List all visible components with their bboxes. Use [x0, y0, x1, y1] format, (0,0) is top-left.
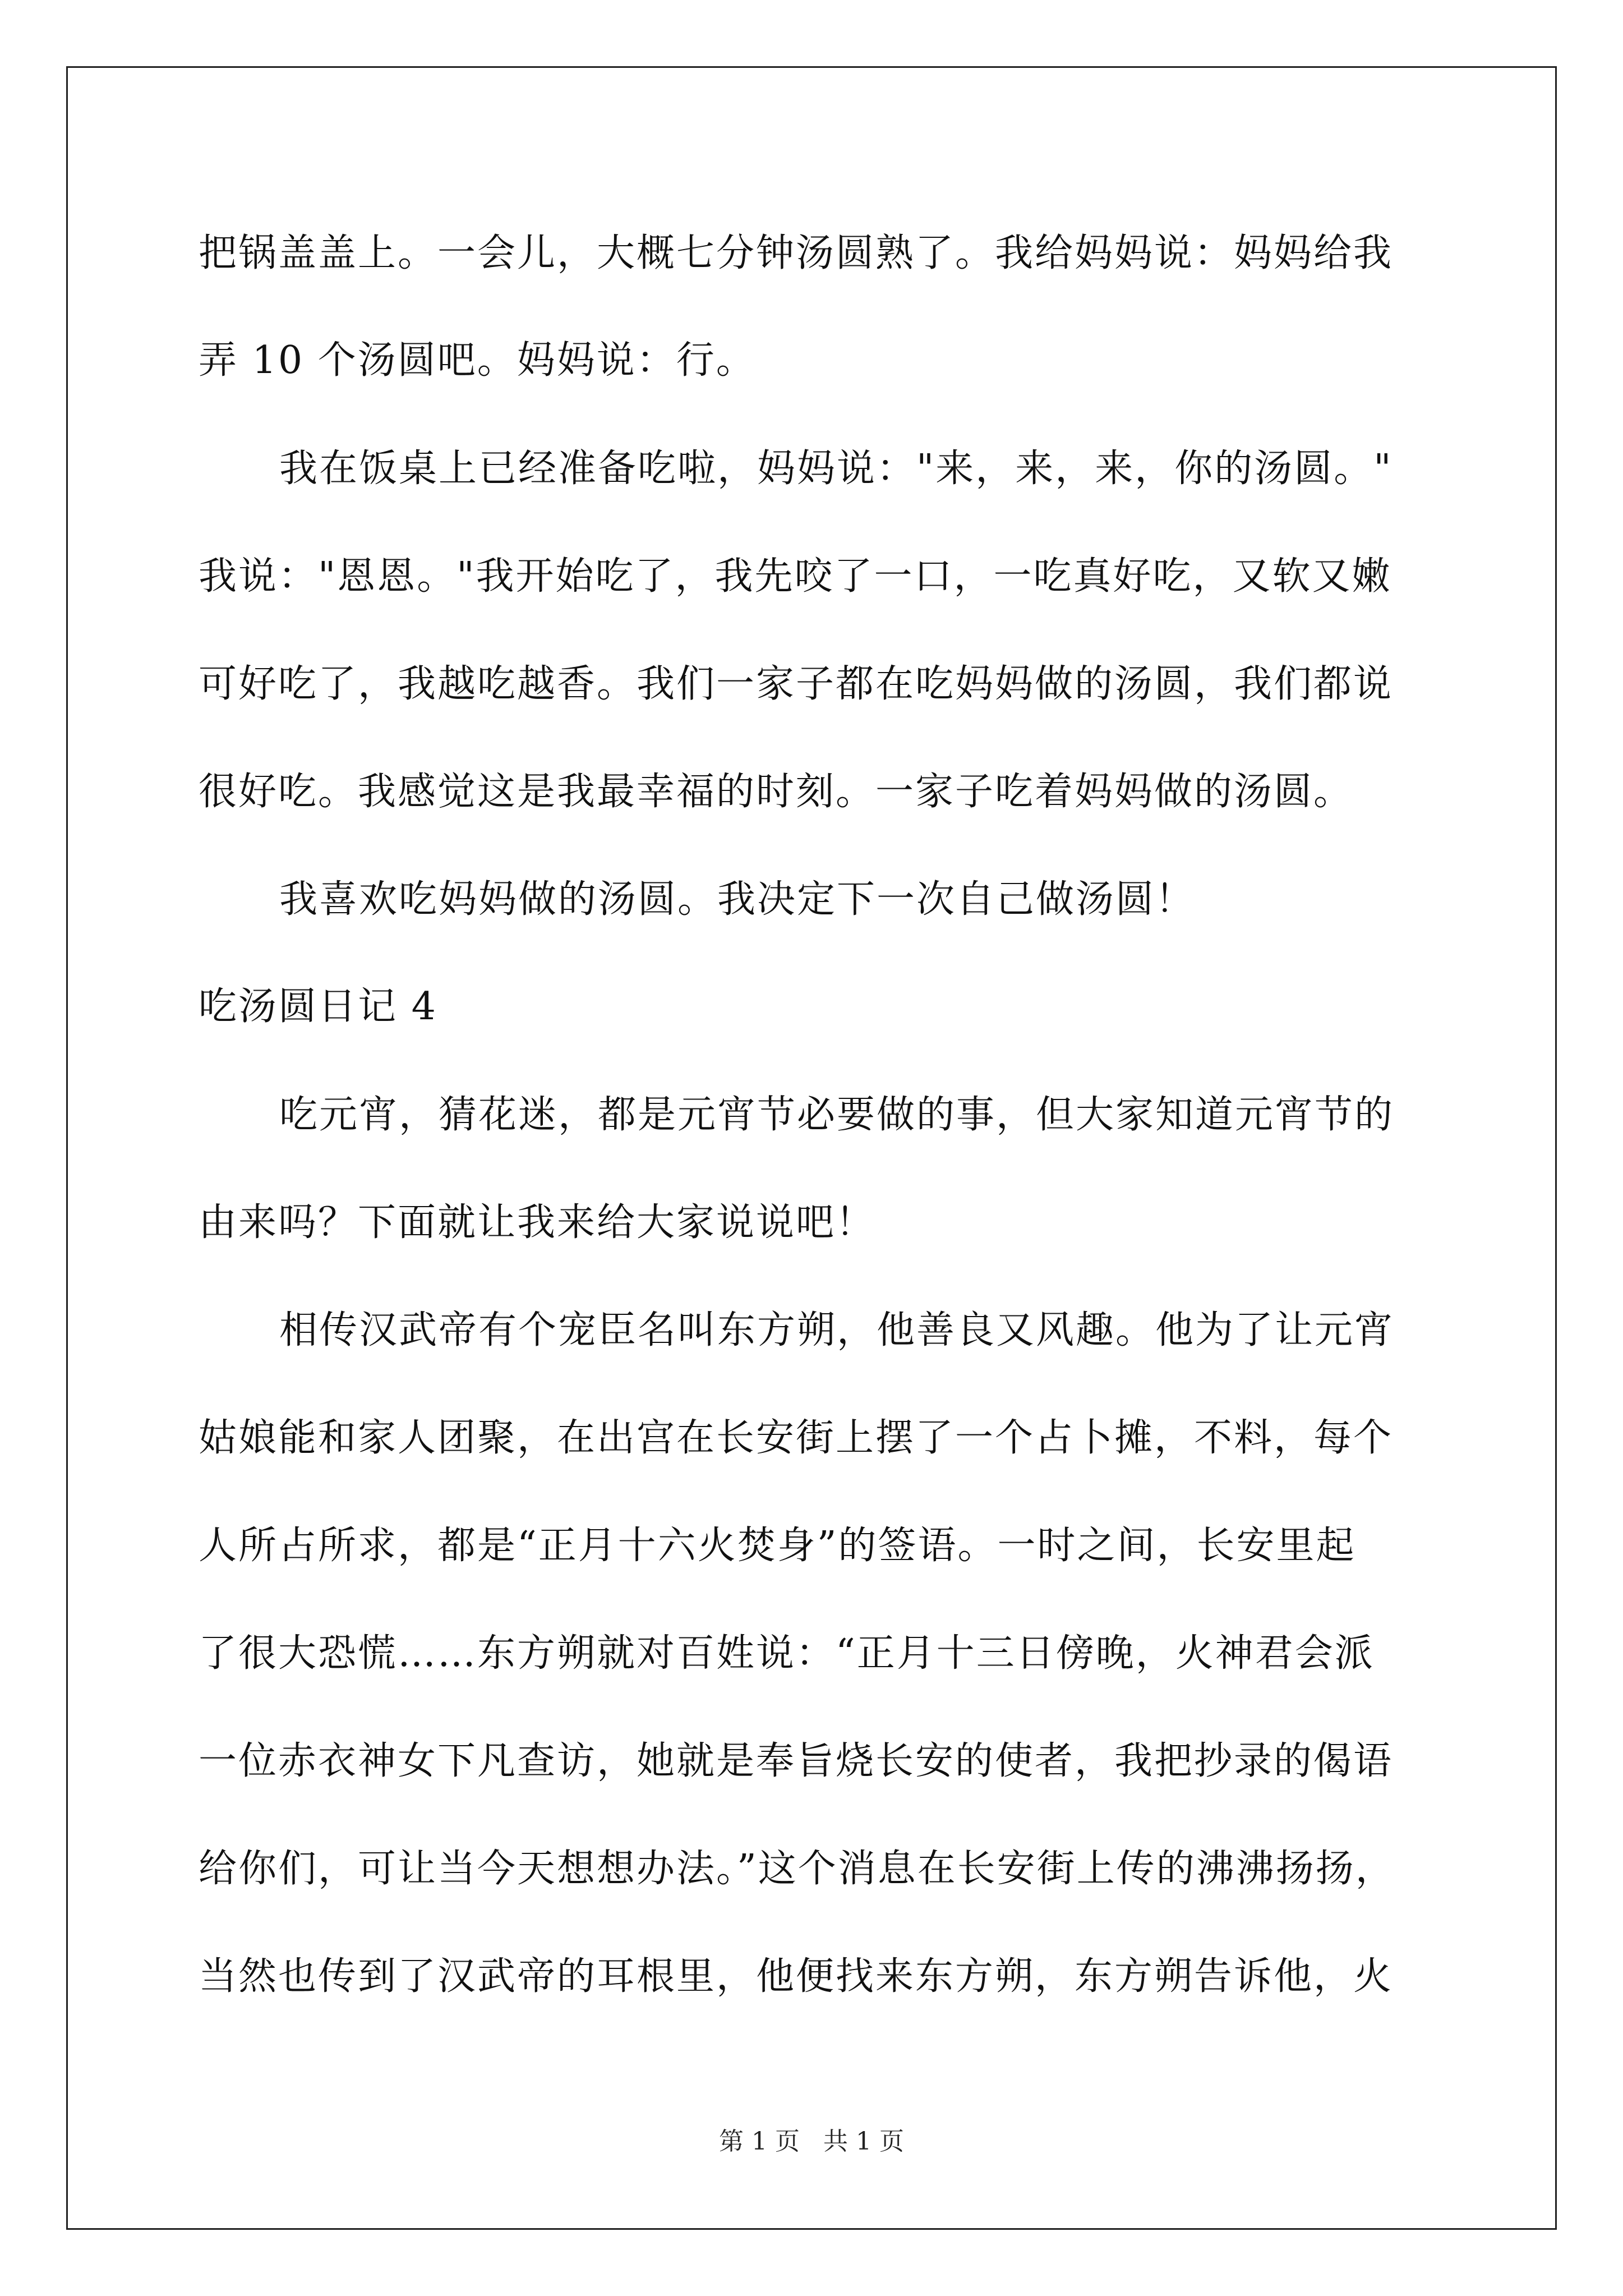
body-line-11: 相传汉武帝有个宠臣名叫东方朔，他善良又风趣。他为了让元宵: [279, 1308, 1395, 1352]
body-line-2: 弄 10 个汤圆吧。妈妈说：行。: [199, 338, 756, 383]
body-line-10: 由来吗？下面就让我来给大家说说吧！: [199, 1200, 876, 1245]
body-line-15: 一位赤衣神女下凡查访，她就是奉旨烧长安的使者，我把抄录的偈语: [199, 1739, 1394, 1783]
body-line-16: 给你们，可让当今天想想办法。”这个消息在长安街上传的沸沸扬扬，: [199, 1847, 1395, 1891]
body-line-4: 我说："恩恩。"我开始吃了，我先咬了一口，一吃真好吃，又软又嫩: [199, 554, 1392, 599]
page-footer: 第 1 页 共 1 页: [719, 2127, 904, 2156]
body-line-5: 可好吃了，我越吃越香。我们一家子都在吃妈妈做的汤圆，我们都说: [199, 662, 1394, 706]
body-line-3: 我在饭桌上已经准备吃啦，妈妈说："来，来，来，你的汤圆。": [279, 447, 1393, 491]
section-heading: 吃汤圆日记 4: [199, 984, 437, 1029]
body-line-14: 了很大恐慌……东方朔就对百姓说：“正月十三日傍晚，火神君会派: [199, 1631, 1375, 1676]
page-border: [66, 66, 1557, 2230]
body-line-1: 把锅盖盖上。一会儿，大概七分钟汤圆熟了。我给妈妈说：妈妈给我: [199, 231, 1394, 275]
body-line-12: 姑娘能和家人团聚，在出宫在长安街上摆了一个占卜摊，不料，每个: [199, 1416, 1394, 1460]
body-line-13: 人所占所求，都是“正月十六火焚身”的签语。一时之间，长安里起: [199, 1524, 1356, 1568]
body-line-6: 很好吃。我感觉这是我最幸福的时刻。一家子吃着妈妈做的汤圆。: [199, 770, 1354, 814]
body-line-17: 当然也传到了汉武帝的耳根里，他便找来东方朔，东方朔告诉他，火: [199, 1954, 1394, 1999]
body-line-7: 我喜欢吃妈妈做的汤圆。我决定下一次自己做汤圆！: [279, 877, 1196, 922]
body-line-9: 吃元宵，猜花迷，都是元宵节必要做的事，但大家知道元宵节的: [279, 1093, 1395, 1137]
